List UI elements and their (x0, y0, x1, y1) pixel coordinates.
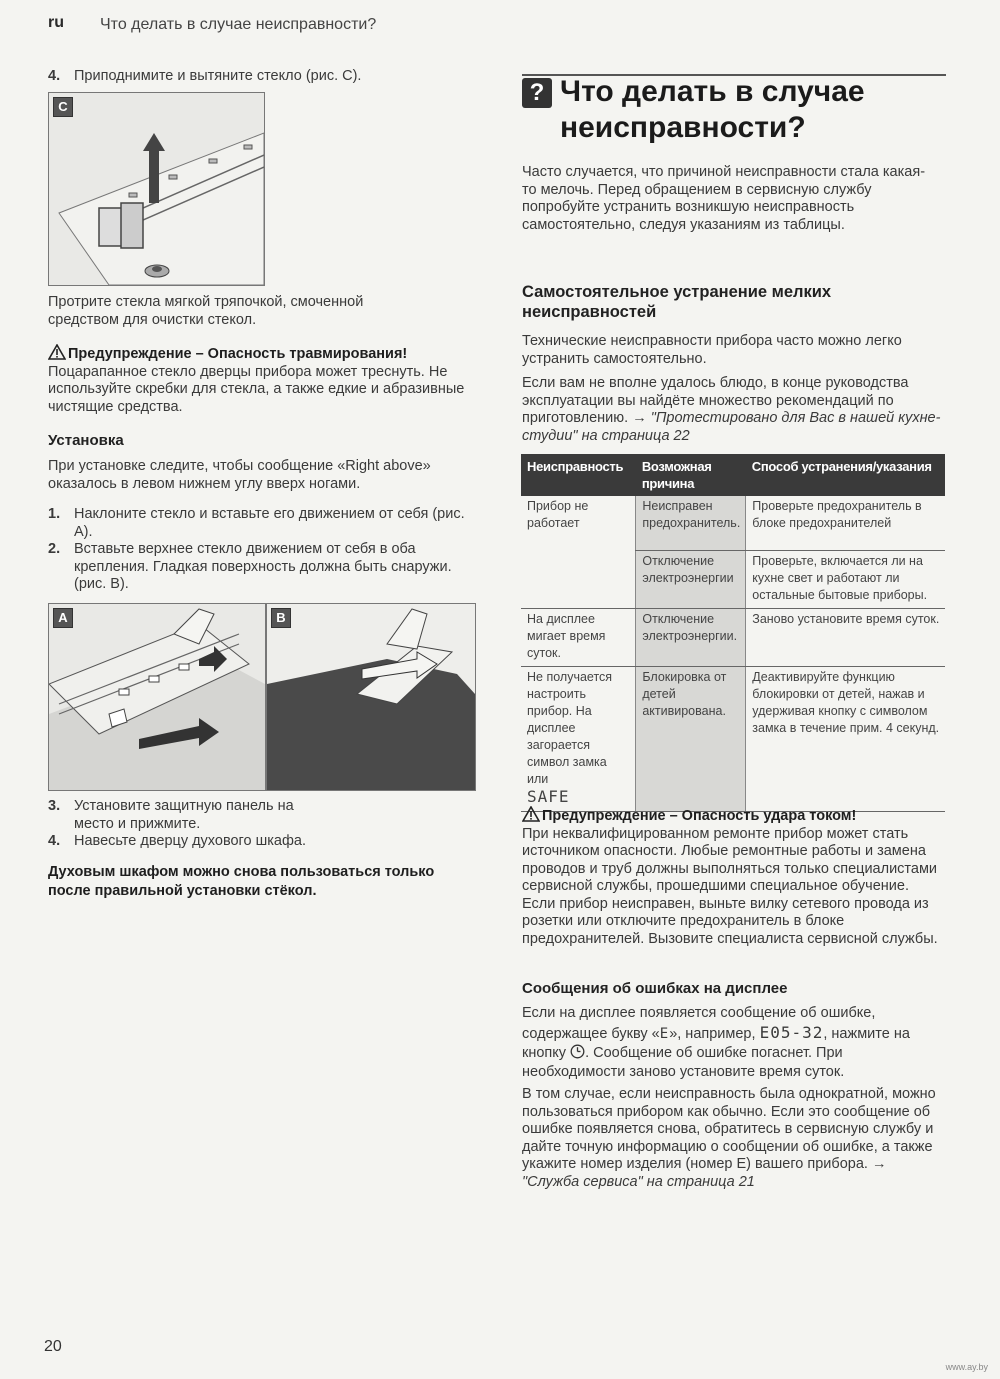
errors-text: В том случае, если неисправность была однократной, можно пользоваться прибором как обычно. Если это сообщение об ошибке появляется снова, обратитесь в сервисную службу и дайте точную информацию о сообщении об ошибке, а также укажите номер изделия (номер E) вашего прибора. (522, 1086, 936, 1172)
figure-label-b: B (271, 608, 291, 628)
column-header: Возможная причина (636, 454, 746, 496)
cause-cell: Отключение электроэнергии. (636, 608, 746, 666)
error-code-example: E05-32 (759, 1023, 824, 1042)
table-row (521, 666, 945, 811)
para-technical-faults: Технические неисправности прибора часто можно легко устранить самостоятельно. (522, 333, 902, 367)
list-item-step-4b (48, 833, 448, 851)
step-number: 1. (48, 506, 61, 522)
glass-removal-illustration (49, 93, 264, 285)
warning-injury (48, 344, 478, 416)
fault-cell: На дисплее мигает время суток. (521, 608, 636, 666)
section-heading: Самостоятельное устранение мелких неисправностей (522, 283, 832, 321)
warning-body: Поцарапанное стекло дверцы прибора может треснуть. Не используйте скребки для стекла, а также едкие и абразивные чистящие средства. (48, 363, 465, 415)
errors-text: . Сообщение об ошибке погаснет. При необходимости заново установите время суток. (522, 1045, 845, 1080)
recipes-link[interactable]: "Протестировано для Вас в нашей кухне-студии" на страница 22 (522, 410, 941, 444)
page-title (560, 74, 940, 146)
intro-text: Часто случается, что причиной неисправности стала какая-то мелочь. Перед обращением в сервисную службу попробуйте устранить возникшую неисправность самостоятельно, следуя указаниям из таблицы. (522, 164, 926, 233)
arrow-icon: → (871, 1156, 887, 1172)
warning-title: Предупреждение – Опасность удара током! (542, 808, 857, 824)
errors-para-2 (522, 1086, 947, 1191)
column-header: Способ устранения/указания (746, 454, 945, 496)
column-header: Неисправность (521, 454, 636, 496)
fault-cell (521, 666, 636, 811)
warning-electric-shock (522, 806, 942, 948)
step-number: 4. (48, 833, 61, 849)
list-item-step-1 (48, 506, 478, 541)
cause-cell: Отключение электроэнергии (636, 550, 746, 608)
remedy-cell: Заново установите время суток. (746, 608, 945, 666)
glass-insert-illustration (49, 604, 265, 790)
errors-text: Если на дисплее появляется сообщение об ошибке, содержащее букву « (522, 1005, 876, 1042)
errors-heading: Сообщения об ошибках на дисплее (522, 980, 788, 997)
cause-cell: Блокировка от детей активирована. (636, 666, 746, 811)
safe-display-code: SAFE (527, 786, 570, 806)
table-row (521, 496, 945, 550)
step-number: 4. (48, 68, 61, 84)
error-letter: E (659, 1026, 670, 1042)
step-text: Установите защитную панель на место и прижмите. (74, 798, 294, 832)
step-text: Вставьте верхнее стекло движением от себя в оба крепления. Гладкая поверхность должна быть снаружи. (рис. B). (74, 541, 452, 592)
step-text: Приподнимите и вытяните стекло (рис. C). (74, 68, 362, 84)
para-recipes (522, 375, 947, 445)
watermark: www.ay.by (945, 1362, 988, 1372)
table-row (521, 550, 945, 608)
errors-text: , нажмите на кнопку (522, 1026, 910, 1061)
page-title-line-1: Что делать в случае (560, 75, 865, 108)
remedy-cell: Проверьте, включается ли на кухне свет и работают ли остальные бытовые приборы. (746, 550, 945, 608)
service-link[interactable]: "Служба сервиса" на страница 21 (522, 1173, 755, 1190)
remedy-cell: Проверьте предохранитель в блоке предохранителей (746, 496, 945, 550)
fault-text: Не получается настроить прибор. На дисплее загорается символ замка или (527, 669, 613, 786)
table-header-row (521, 454, 945, 496)
troubleshooting-table (521, 454, 945, 812)
warning-body: При неквалифицированном ремонте прибор может стать источником опасности. Любые ремонтные работы и замена проводов и труб должны выполняться только специалистами сервисной службы, прошедшими специальное обучение. Если прибор неисправен, выньте вилку сетевого провода из розетки или отключите предохранитель в блоке предохранителей. Вызовите специалиста сервисной службы. (522, 825, 938, 947)
errors-text: », например, (669, 1026, 756, 1042)
page-number: 20 (44, 1338, 62, 1355)
warning-triangle-icon (48, 344, 66, 360)
upper-glass-insert-illustration (267, 604, 475, 790)
clock-icon (570, 1044, 585, 1059)
warning-triangle-icon (522, 806, 540, 822)
list-item-step-2 (48, 541, 478, 594)
fault-cell: Прибор не работает (527, 499, 589, 530)
errors-para-1 (522, 1004, 947, 1082)
page-title-line-2: неисправности? (560, 111, 806, 144)
list-item-step-4 (48, 68, 478, 86)
question-icon: ? (522, 78, 552, 108)
figure-label-c: C (53, 97, 73, 117)
list-item-step-3 (48, 798, 308, 833)
step-text: Наклоните стекло и вставьте его движением от себя (рис. A). (74, 506, 465, 540)
install-heading: Установка (48, 432, 124, 449)
table-row (521, 608, 945, 666)
wipe-instructions: Протрите стекла мягкой тряпочкой, смоченной средством для очистки стекол. (48, 294, 364, 328)
arrow-icon: → (632, 410, 647, 426)
figure-label-a: A (53, 608, 73, 628)
language-code: ru (48, 14, 64, 31)
figure-c (48, 92, 265, 286)
figure-a (48, 603, 266, 791)
step-number: 3. (48, 798, 61, 814)
step-number: 2. (48, 541, 61, 557)
fault-cell (521, 550, 636, 608)
para-recipes-text: Если вам не вполне удалось блюдо, в конце руководства эксплуатации вы найдёте множество рекомендаций по приготовлению. (522, 375, 909, 426)
remedy-cell: Деактивируйте функцию блокировки от детей, нажав и удерживая кнопку с символом замка в течение прим. 4 секунд. (746, 666, 945, 811)
step-text: Навесьте дверцу духового шкафа. (74, 833, 307, 849)
warning-title: Предупреждение – Опасность травмирования! (68, 346, 408, 362)
figure-b (266, 603, 476, 791)
install-text: При установке следите, чтобы сообщение «Right above» оказалось в левом нижнем углу вверх ногами. (48, 458, 431, 492)
final-note: Духовым шкафом можно снова пользоваться только после правильной установки стёкол. (48, 864, 435, 899)
running-title: Что делать в случае неисправности? (100, 16, 377, 33)
cause-cell: Неисправен предохранитель. (636, 496, 746, 550)
